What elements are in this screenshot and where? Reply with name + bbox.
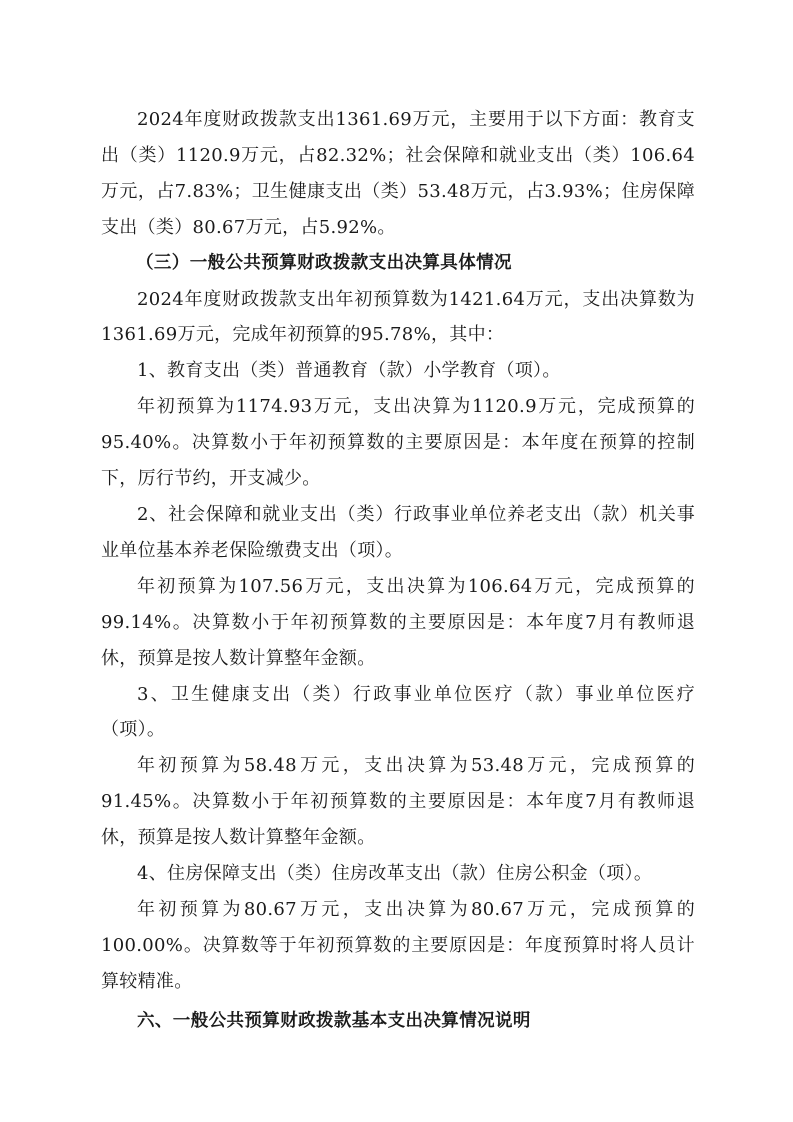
item-2-body: 年初预算为107.56万元，支出决算为106.64万元，完成预算的99.14%。决算数小于年初预算数的主要原因是：本年度7月有教师退休，预算是按人数计算整年金额。 (101, 575, 695, 669)
item-3-body: 年初预算为58.48万元，支出决算为53.48万元，完成预算的91.45%。决算数小于年初预算数的主要原因是：本年度7月有教师退休，预算是按人数计算整年金额。 (101, 755, 695, 849)
item-4-title: 4、住房保障支出（类）住房改革支出（款）住房公积金（项）。 (137, 863, 653, 885)
section-heading-3: （三）一般公共预算财政拨款支出决算具体情况 (136, 252, 512, 273)
item-4-body: 年初预算为80.67万元，支出决算为80.67万元，完成预算的100.00%。决算数等于年初预算数的主要原因是：年度预算时将人员计算较精准。 (101, 898, 695, 992)
section-heading-6: 六、一般公共预算财政拨款基本支出决算情况说明 (137, 1010, 531, 1031)
item-3-title: 3、卫生健康支出（类）行政事业单位医疗（款）事业单位医疗（项）。 (101, 683, 695, 741)
budget-overview-paragraph: 2024年度财政拨款支出年初预算数为1421.64万元，支出决算数为1361.69万元，完成年初预算的95.78%，其中： (101, 288, 695, 346)
expenditure-summary-paragraph: 2024年度财政拨款支出1361.69万元，主要用于以下方面：教育支出（类）1120.9万元，占82.32%；社会保障和就业支出（类）106.64万元，占7.83%；卫生健康支出（类）53.48万元，占3.93%；住房保障支出（类）80.67万元，占5.92%。 (101, 109, 695, 238)
item-1-body: 年初预算为1174.93万元，支出决算为1120.9万元，完成预算的95.40%。决算数小于年初预算数的主要原因是：本年度在预算的控制下，厉行节约，开支减少。 (101, 396, 695, 490)
item-1-title: 1、教育支出（类）普通教育（款）小学教育（项）。 (137, 360, 561, 382)
item-2-title: 2、社会保障和就业支出（类）行政事业单位养老支出（款）机关事业单位基本养老保险缴费支出（项）。 (101, 503, 695, 561)
